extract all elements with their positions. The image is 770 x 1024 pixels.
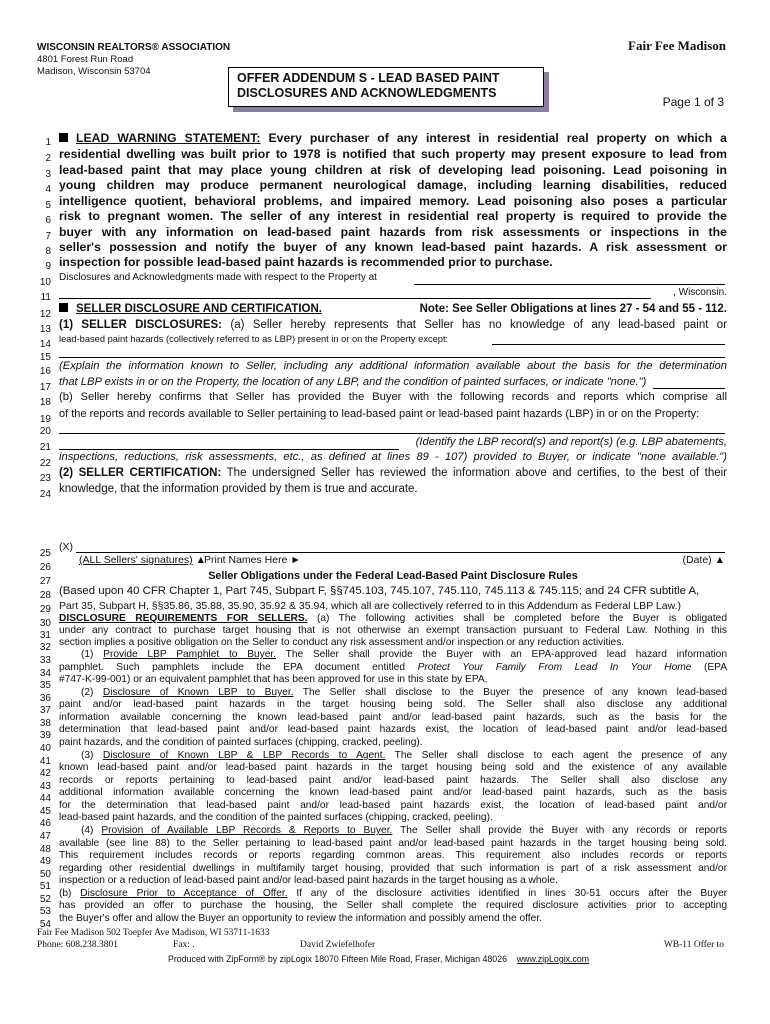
property-label: Disclosures and Acknowledgments made with respect to the Property at [59, 272, 377, 283]
line-number: 13 [39, 324, 51, 335]
line-number: 32 [39, 642, 51, 653]
obligations-line-29: Part 35, Subpart H, §§35.86, 35.88, 35.90, 35.92 & 35.94, which all are collectively referred to in this Addendum as Federal LBP Law.) [59, 600, 682, 612]
line-number: 7 [45, 231, 51, 242]
line-number: 6 [45, 215, 51, 226]
ziplogix-link[interactable]: www.zipLogix.com [516, 954, 590, 964]
office-name-header: Fair Fee Madison [628, 38, 726, 53]
obligations-line-52: (b) Disclosure Prior to Acceptance of Offer. If any of the disclosure activities identified in lines 30-51 occurs after the Buyer [59, 888, 728, 899]
footer-fax: Fax: . [173, 940, 195, 950]
property-address-field[interactable] [414, 284, 725, 285]
line-number: 12 [39, 309, 51, 320]
page-number: Page 1 of 3 [662, 95, 724, 109]
line-number: 4 [45, 184, 51, 195]
line-number: 15 [39, 352, 51, 363]
obligations-line-53: has provided an offer to purchase the housing, the Seller shall complete the required disclosure activities prior to accepting [59, 900, 727, 911]
records-confirm-line: (b) Seller hereby confirms that Seller has provided the Buyer with the following records and reports which comprise all [59, 391, 727, 403]
explain-instruction-1: (Explain the information known to Seller, including any additional information available about the basis for the determination [59, 360, 727, 372]
arrow-right-icon: ► [290, 554, 301, 566]
footer-produced-with: Produced with ZipForm® by zipLogix 18070 Fifteen Mile Road, Fraser, Michigan 48026 www.zipLogix.com [168, 954, 590, 964]
line-number: 43 [39, 781, 51, 792]
line-number: 10 [39, 277, 51, 288]
line-number: 17 [39, 382, 51, 393]
line-number: 28 [39, 590, 51, 601]
line-number: 19 [39, 414, 51, 425]
warning-line-6: risk to pregnant women. The seller of any interest in residential real property is required to provide the [59, 209, 727, 223]
obligations-line-34: pamphlet. Such pamphlets include the EPA document entitled Protect Your Family From Lead In Your Home (EPA [59, 662, 727, 673]
warning-line-4: young children may produce permanent neurological damage, including learning disabilities, reduced [59, 178, 727, 192]
wisconsin-label: , Wisconsin. [673, 287, 727, 298]
form-title-line1: OFFER ADDENDUM S - LEAD BASED PAINT [237, 71, 500, 85]
obligations-line-31: under any contract to purchase target housing that is not otherwise an exempt transaction pursuant to Federal Law. Nothing in this [59, 625, 727, 636]
obligations-line-38: information available concerning the known lead-based paint and/or lead-based paint hazards, such as the basis for the [59, 712, 727, 723]
line-number: 35 [39, 680, 51, 691]
line-number: 21 [39, 442, 51, 453]
warning-line-8: seller's possession and notify the buyer of any known lead-based paint hazards. A risk assessment or [59, 240, 727, 254]
obligations-line-32: section implies a positive obligation on the Seller to conduct any risk assessment and/or inspection or any reduction activities. [59, 637, 625, 648]
form-title-line2: DISCLOSURES AND ACKNOWLEDGMENTS [237, 86, 497, 100]
seller-obligations-note: Note: See Seller Obligations at lines 27 - 54 and 55 - 112. [419, 303, 727, 315]
date-label: (Date) [682, 554, 712, 566]
line-number: 25 [39, 548, 51, 559]
lbp-exceptions-field[interactable] [492, 344, 725, 345]
records-field-1[interactable] [59, 433, 725, 434]
all-sellers-signatures-label: (ALL Sellers' signatures) [79, 554, 193, 566]
warning-line-7: buyer with any information on lead-based paint hazards from risk assessments or inspections in the [59, 225, 727, 239]
line-number: 47 [39, 831, 51, 842]
line-number: 39 [39, 730, 51, 741]
arrow-up-icon: ▲ [195, 554, 206, 566]
identify-records-instruction-2: inspections, reductions, risk assessments, etc., as defined at lines 89 - 107) provided to Buyer, or indicate "none available.") [59, 451, 727, 463]
line-number: 2 [45, 153, 51, 164]
arrow-up-icon: ▲ [714, 554, 725, 566]
line-number: 11 [40, 292, 51, 303]
obligations-line-36: (2) Disclosure of Known LBP to Buyer. The Seller shall disclose to the Buyer the presence of any known lead-based [81, 687, 728, 698]
line-number: 26 [39, 562, 51, 573]
line-number: 51 [39, 881, 51, 892]
line-number: 31 [39, 630, 51, 641]
footer-agent-name: David Zwiefelhofer [300, 940, 376, 950]
warning-line-3: lead-based paint that may place young children at risk of developing lead poisoning. Lead poisoning in [59, 163, 727, 177]
line-number: 54 [39, 919, 51, 930]
line-number: 46 [39, 818, 51, 829]
form-title-box [228, 67, 544, 107]
line-number: 14 [39, 339, 51, 350]
line-number: 36 [39, 693, 51, 704]
org-address-block [37, 42, 230, 78]
line-number: 9 [45, 261, 51, 272]
line-number: 18 [39, 397, 51, 408]
line-number: 34 [39, 668, 51, 679]
records-field-2[interactable] [59, 449, 399, 450]
org-name: WISCONSIN REALTORS® ASSOCIATION [37, 42, 231, 53]
seller-disclosure-heading: SELLER DISCLOSURE AND CERTIFICATION. Note: See Seller Obligations at lines 27 - 54 and 55 - 112. [59, 303, 727, 315]
obligations-line-39: determination that lead-based paint and/or lead-based paint hazards exist, the location of lead-based paint and/or lead-based [59, 724, 727, 735]
line-number: 49 [39, 856, 51, 867]
line-number: 27 [39, 576, 51, 587]
line-number: 38 [39, 718, 51, 729]
footer-form-id: WB-11 Offer to [663, 940, 724, 950]
warning-line-9: inspection for possible lead-based paint hazards is recommended prior to purchase. [59, 255, 553, 269]
line-number: 5 [45, 200, 51, 211]
lbp-definition-line: lead-based paint hazards (collectively referred to as LBP) present in or on the Property except: [59, 334, 449, 344]
line-number: 53 [39, 906, 51, 917]
square-bullet-icon [59, 133, 68, 142]
lbp-exceptions-field-2[interactable] [59, 357, 725, 358]
line-number: 20 [39, 426, 51, 437]
line-number: 50 [39, 869, 51, 880]
obligations-line-33: (1) Provide LBP Pamphlet to Buyer. The Seller shall provide the Buyer with an EPA-approved lead hazard information [81, 649, 727, 660]
obligations-line-40: paint hazards, and the condition of painted surfaces (chipping, cracked, peeling). [59, 737, 423, 748]
line-number: 33 [39, 655, 51, 666]
obligations-line-47: (4) Provision of Available LBP Records & Reports to Buyer. The Seller shall provide the Buyer with any records or reports [81, 825, 728, 836]
obligations-line-46: lead-based paint hazards, and the condition of the painted surfaces (chipping, cracked, peeling). [59, 812, 493, 823]
line-number: 41 [39, 756, 51, 767]
certification-knowledge-line: knowledge, that the information provided by them is true and accurate. [59, 483, 418, 495]
line-number: 3 [45, 169, 51, 180]
line-number: 22 [39, 458, 51, 469]
obligations-line-54: the Buyer's offer and allow the Buyer an opportunity to review the information and possibly amend the offer. [59, 913, 542, 924]
obligations-line-50: regarding other residential dwellings in multifamily target housing, provided that such information is part of a risk assessment and/or [59, 863, 727, 874]
line-number: 1 [45, 137, 51, 148]
warning-line-1: LEAD WARNING STATEMENT: Every purchaser of any interest in residential real property on which a [59, 131, 727, 145]
obligations-line-43: records or reports pertaining to lead-based paint and/or lead-based paint hazards. The Seller shall also disclose any [59, 775, 727, 786]
org-address-line2: Madison, Wisconsin 53704 [37, 66, 151, 77]
signature-x-label: (X) [59, 541, 73, 553]
obligations-line-37: paint and/or lead-based paint hazards in the target housing being sold. The Seller shall also disclose any additional [59, 699, 727, 710]
line-number: 16 [39, 366, 51, 377]
seller-disclosures-line: (1) SELLER DISCLOSURES: (a) Seller hereby represents that Seller has no knowledge of any lead-based paint or [59, 319, 727, 331]
line-number: 45 [39, 806, 51, 817]
obligations-line-45: for the determination that lead-based paint and/or lead-based paint hazards exist, the location of lead-based paint and/or [59, 800, 727, 811]
line-number: 42 [39, 768, 51, 779]
obligations-line-30: DISCLOSURE REQUIREMENTS FOR SELLERS. (a) The following activities shall be completed before the Buyer is obligated [59, 613, 727, 624]
obligations-heading: Seller Obligations under the Federal Lead-Based Paint Disclosure Rules [208, 570, 578, 582]
line-number: 29 [39, 604, 51, 615]
footer-office-address: Fair Fee Madison 502 Toepfer Ave Madison, WI 53711-1633 [37, 928, 270, 938]
obligations-line-48: available (see line 88) to the Seller pertaining to lead-based paint and/or lead-based paint hazards in the target housing being sold. [59, 838, 727, 849]
warning-line-2: residential dwelling was built prior to 1978 is notified that such property may present exposure to lead from [59, 147, 727, 161]
line-number: 24 [39, 489, 51, 500]
obligations-line-49: This requirement includes records or reports regarding common areas. This requirement also includes records or reports [59, 850, 727, 861]
property-address-field-2[interactable] [59, 298, 651, 299]
obligations-line-42: known lead-based paint and/or lead-based paint hazards in the target housing being sold and the existence of any available [59, 762, 727, 773]
obligations-line-35: #747-K-99-001) or an equivalent pamphlet that has been approved for use in this state by EPA. [59, 674, 488, 685]
line-number: 44 [39, 793, 51, 804]
line-number: 40 [39, 743, 51, 754]
print-names-label: Print Names Here [204, 554, 288, 566]
line-number: 37 [39, 705, 51, 716]
line-number: 48 [39, 844, 51, 855]
org-address-line1: 4801 Forest Run Road [37, 54, 134, 65]
explain-instruction-2: that LBP exists in or on the Property, the location of any LBP, and the condition of painted surfaces, or indicate "none.") [59, 376, 647, 388]
warning-line-5: intelligence quotient, behavioral problems, and impaired memory. Lead poisoning also poses a particular [59, 194, 727, 208]
line-number: 30 [39, 618, 51, 629]
seller-certification-line: (2) SELLER CERTIFICATION: The undersigned Seller has reviewed the information above and certifies, to the best of their [59, 467, 727, 479]
explain-field[interactable] [653, 388, 725, 389]
obligations-line-28: (Based upon 40 CFR Chapter 1, Part 745, Subpart F, §§745.103, 745.107, 745.110, 745.113 & 745.115; and 24 CFR subtitle A, [59, 585, 700, 597]
records-available-line: of the reports and records available to Seller pertaining to lead-based paint or lead-based paint hazards (LBP) in or on the Property: [59, 408, 700, 420]
square-bullet-icon [59, 303, 68, 312]
warning-label: LEAD WARNING STATEMENT: [76, 131, 261, 145]
obligations-line-51: inspection or a reduction of lead-based paint and/or lead-based paint hazards in the target housing as a whole. [59, 875, 558, 886]
obligations-line-41: (3) Disclosure of Known LBP & LBP Records to Agent. The Seller shall disclose to each agent the presence of any [81, 750, 727, 761]
line-number: 23 [39, 473, 51, 484]
line-number: 52 [39, 894, 51, 905]
footer-phone: Phone: 608.238.3801 [37, 940, 119, 950]
obligations-line-44: additional information available concerning the known lead-based paint and/or lead-based paint hazards, such as the basis [59, 787, 727, 798]
identify-records-instruction: (Identify the LBP record(s) and report(s) (e.g. LBP abatements, [415, 436, 727, 448]
line-number: 8 [45, 246, 51, 257]
seller-signature-field[interactable] [76, 552, 725, 553]
